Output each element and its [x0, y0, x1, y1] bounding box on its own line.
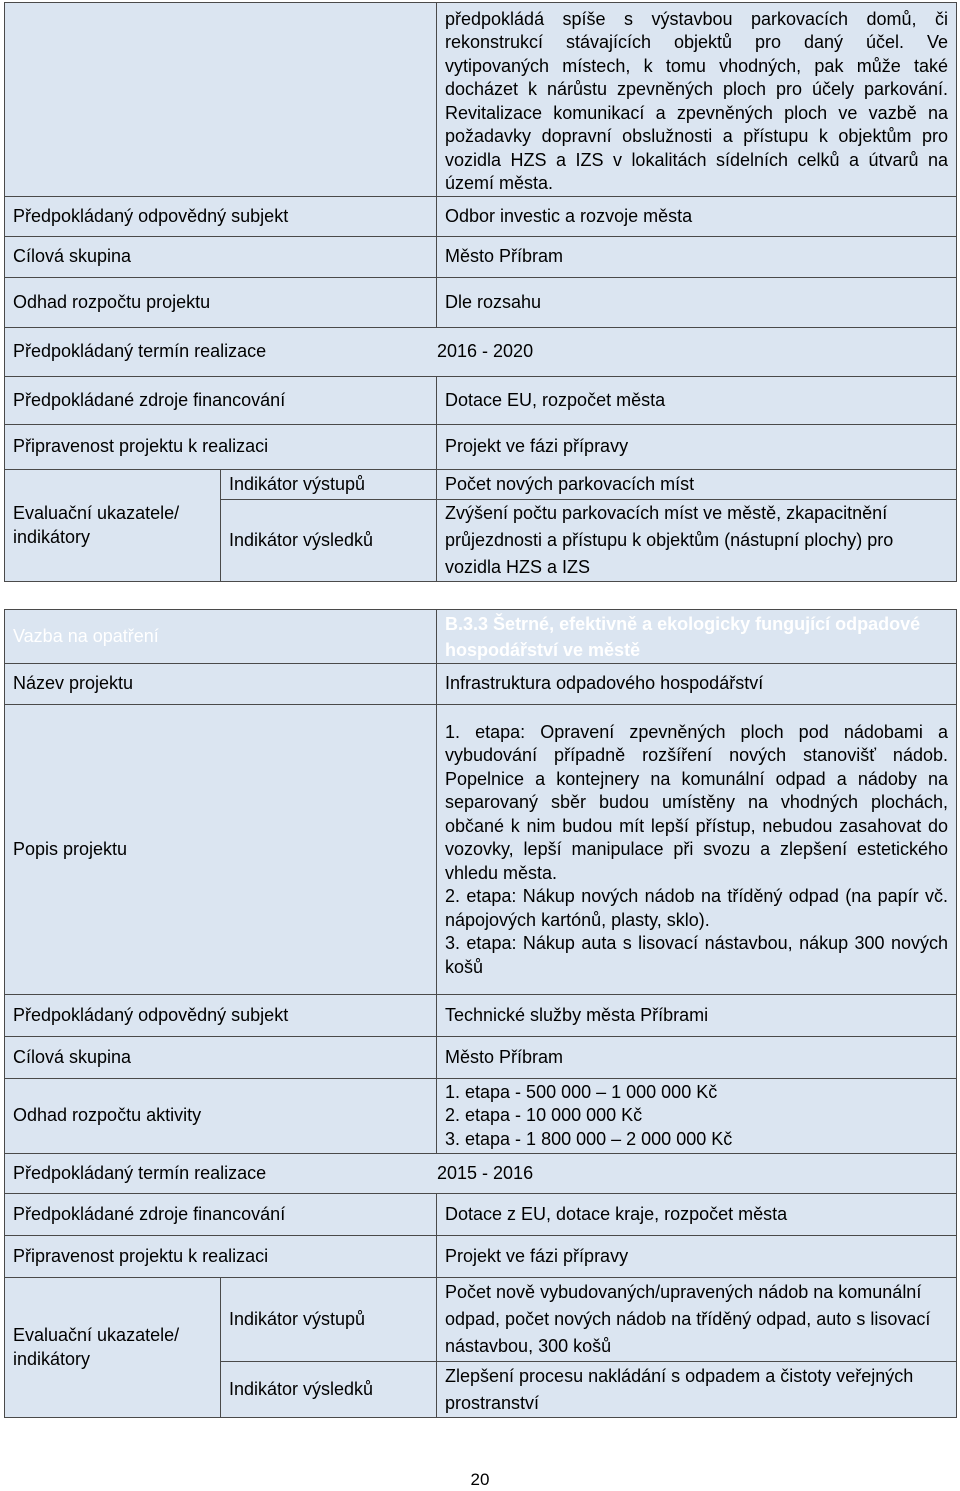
- evaluation-indicators-label: Evaluační ukazatele/ indikátory: [5, 1278, 221, 1418]
- output-indicator-label: Indikátor výstupů: [221, 1278, 437, 1362]
- output-indicator-label: Indikátor výstupů: [221, 470, 437, 500]
- budget-line: 3. etapa - 1 800 000 – 2 000 000 Kč: [445, 1128, 733, 1149]
- page-number: 20: [470, 1470, 490, 1489]
- result-indicator-value: Zvýšení počtu parkovacích míst ve městě, zkapacitnění průjezdnosti a přístupu k objektům (nástupní plochy) pro vozidla HZS a IZS: [437, 500, 957, 582]
- evaluation-indicators-label: Evaluační ukazatele/ indikátory: [5, 470, 221, 582]
- measure-link-value: [437, 610, 957, 664]
- readiness-value: Projekt ve fázi přípravy: [437, 1236, 957, 1278]
- realization-term-label: Předpokládaný termín realizace: [13, 341, 267, 362]
- measure-link-label: Vazba na opatření: [5, 610, 437, 664]
- target-group-label: Cílová skupina: [5, 237, 437, 278]
- description-stage-1: 1. etapa: Opravení zpevněných ploch pod nádobami a vybudování případně rozšíření nových stanovišť nádob. Popelnice a kontejnery na komunální odpad a nádoby na separovaný sběr budou umístěny na vhodných plochách, občané k nim budou mít lepší přístup, nebudou zasahovat do vozovky, lepší manipulace při svozu a zlepšení estetického vhledu města.: [445, 721, 948, 883]
- description-stage-2: 2. etapa: Nákup nových nádob na tříděný odpad (na papír vč. nápojových kartónů, plasty, sklo).: [445, 886, 948, 930]
- budget-line: 1. etapa - 500 000 – 1 000 000 Kč: [445, 1081, 718, 1102]
- measure-title: Šetrné, efektivně a ekologicky fungující odpadové hospodářství ve městě: [445, 613, 921, 660]
- readiness-label: Připravenost projektu k realizaci: [5, 1236, 437, 1278]
- realization-term-value: 2015 - 2016: [437, 1162, 534, 1183]
- project-name-label: Název projektu: [5, 664, 437, 705]
- readiness-label: Připravenost projektu k realizaci: [5, 425, 437, 470]
- responsible-subject-label: Předpokládaný odpovědný subjekt: [5, 197, 437, 237]
- empty-label-cell: [5, 3, 437, 197]
- realization-term-row: [5, 1154, 957, 1194]
- project-table-waste: [4, 609, 957, 1418]
- responsible-subject-label: Předpokládaný odpovědný subjekt: [5, 995, 437, 1037]
- result-indicator-label: Indikátor výsledků: [221, 1362, 437, 1418]
- target-group-value: Město Příbram: [437, 237, 957, 278]
- budget-label: Odhad rozpočtu projektu: [5, 278, 437, 328]
- budget-value: [437, 1079, 957, 1154]
- readiness-value: Projekt ve fázi přípravy: [437, 425, 957, 470]
- funding-sources-value: Dotace z EU, dotace kraje, rozpočet města: [437, 1194, 957, 1236]
- description-stage-3: 3. etapa: Nákup auta s lisovací nástavbou, nákup 300 nových košů: [445, 933, 948, 977]
- output-indicator-value: Počet nových parkovacích míst: [437, 470, 957, 500]
- measure-code: B.3.3: [445, 613, 489, 634]
- output-indicator-value: Počet nově vybudovaných/upravených nádob na komunální odpad, počet nových nádob na tříděný odpad, auto s lisovací nástavbou, 300 košů: [437, 1278, 957, 1362]
- project-description: [437, 705, 957, 995]
- responsible-subject-value: Odbor investic a rozvoje města: [437, 197, 957, 237]
- project-table-parking: [4, 2, 957, 582]
- project-description-label: Popis projektu: [5, 705, 437, 995]
- budget-value: Dle rozsahu: [437, 278, 957, 328]
- budget-line: 2. etapa - 10 000 000 Kč: [445, 1105, 643, 1126]
- target-group-value: Město Příbram: [437, 1037, 957, 1079]
- target-group-label: Cílová skupina: [5, 1037, 437, 1079]
- realization-term-value: 2016 - 2020: [437, 341, 534, 362]
- project-name-value: Infrastruktura odpadového hospodářství: [437, 664, 957, 705]
- result-indicator-value: Zlepšení procesu nakládání s odpadem a čistoty veřejných prostranství: [437, 1362, 957, 1418]
- funding-sources-label: Předpokládané zdroje financování: [5, 1194, 437, 1236]
- result-indicator-label: Indikátor výsledků: [221, 500, 437, 582]
- realization-term-row: [5, 328, 957, 377]
- budget-label: Odhad rozpočtu aktivity: [5, 1079, 437, 1154]
- responsible-subject-value: Technické služby města Příbrami: [437, 995, 957, 1037]
- project-description-continued: předpokládá spíše s výstavbou parkovacích domů, či rekonstrukcí stávajících objektů pro daný účel. Ve vytipovaných místech, k tomu vhodných, pak může také docházet k nárůstu zpevněných ploch pro účely parkování. Revitalizace komunikací a zpevněných ploch ve vazbě na požadavky dopravní obslužnosti a přístupu k objektům pro vozidla HZS a IZS v lokalitách sídelních celků a útvarů na území města.: [437, 3, 957, 197]
- funding-sources-label: Předpokládané zdroje financování: [5, 377, 437, 425]
- funding-sources-value: Dotace EU, rozpočet města: [437, 377, 957, 425]
- realization-term-label: Předpokládaný termín realizace: [13, 1162, 267, 1183]
